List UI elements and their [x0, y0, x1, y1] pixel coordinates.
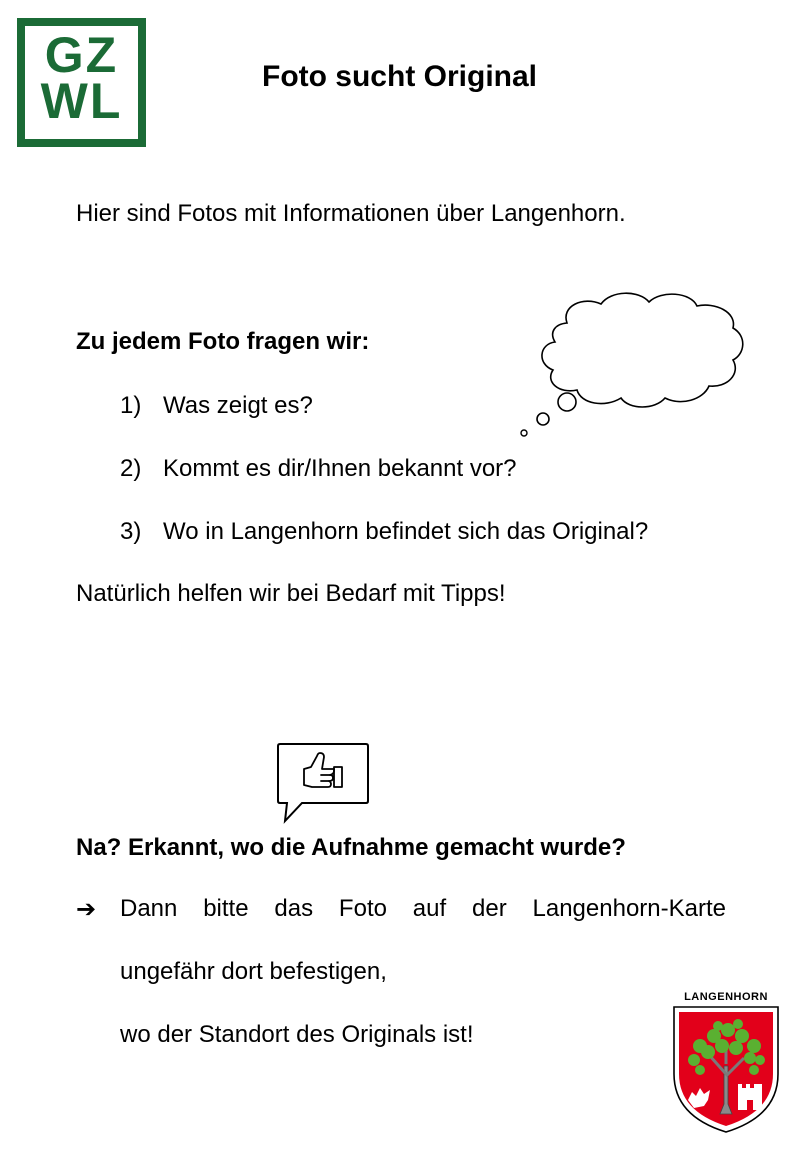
page-title: Foto sucht Original: [262, 60, 537, 93]
list-item: [120, 392, 313, 420]
logo-text-line2: WL: [40, 73, 123, 129]
list-item: [120, 518, 648, 546]
list-item-text: Was zeigt es?: [163, 392, 313, 419]
list-item-number: 3): [120, 518, 142, 545]
arrow-right-icon: ➔: [76, 896, 97, 923]
langenhorn-crest-icon: [670, 1004, 782, 1136]
list-item-text: Wo in Langenhorn befindet sich das Original?: [163, 518, 649, 545]
question-heading: Zu jedem Foto fragen wir:: [76, 328, 370, 355]
crest-label: LANGENHORN: [684, 991, 768, 1003]
list-item-text: Kommt es dir/Ihnen bekannt vor?: [163, 455, 517, 482]
instruction-line-1: Dann bitte das Foto auf der Langenhorn-Karte: [120, 895, 726, 922]
thought-bubble-icon: [515, 288, 750, 443]
intro-text: Hier sind Fotos mit Informationen über Langenhorn.: [76, 200, 626, 227]
instruction-line-2: ungefähr dort befestigen,: [120, 958, 387, 985]
list-item-number: 2): [120, 455, 142, 482]
logo-text-line1: GZ: [44, 27, 119, 83]
list-item-number: 1): [120, 392, 142, 419]
instruction-line-3: wo der Standort des Originals ist!: [120, 1021, 474, 1048]
thumbs-up-speech-icon: [276, 741, 371, 825]
list-item: [120, 455, 517, 483]
recognized-heading: Na? Erkannt, wo die Aufnahme gemacht wurde?: [76, 834, 626, 861]
hint-text: Natürlich helfen wir bei Bedarf mit Tipps!: [76, 580, 506, 607]
